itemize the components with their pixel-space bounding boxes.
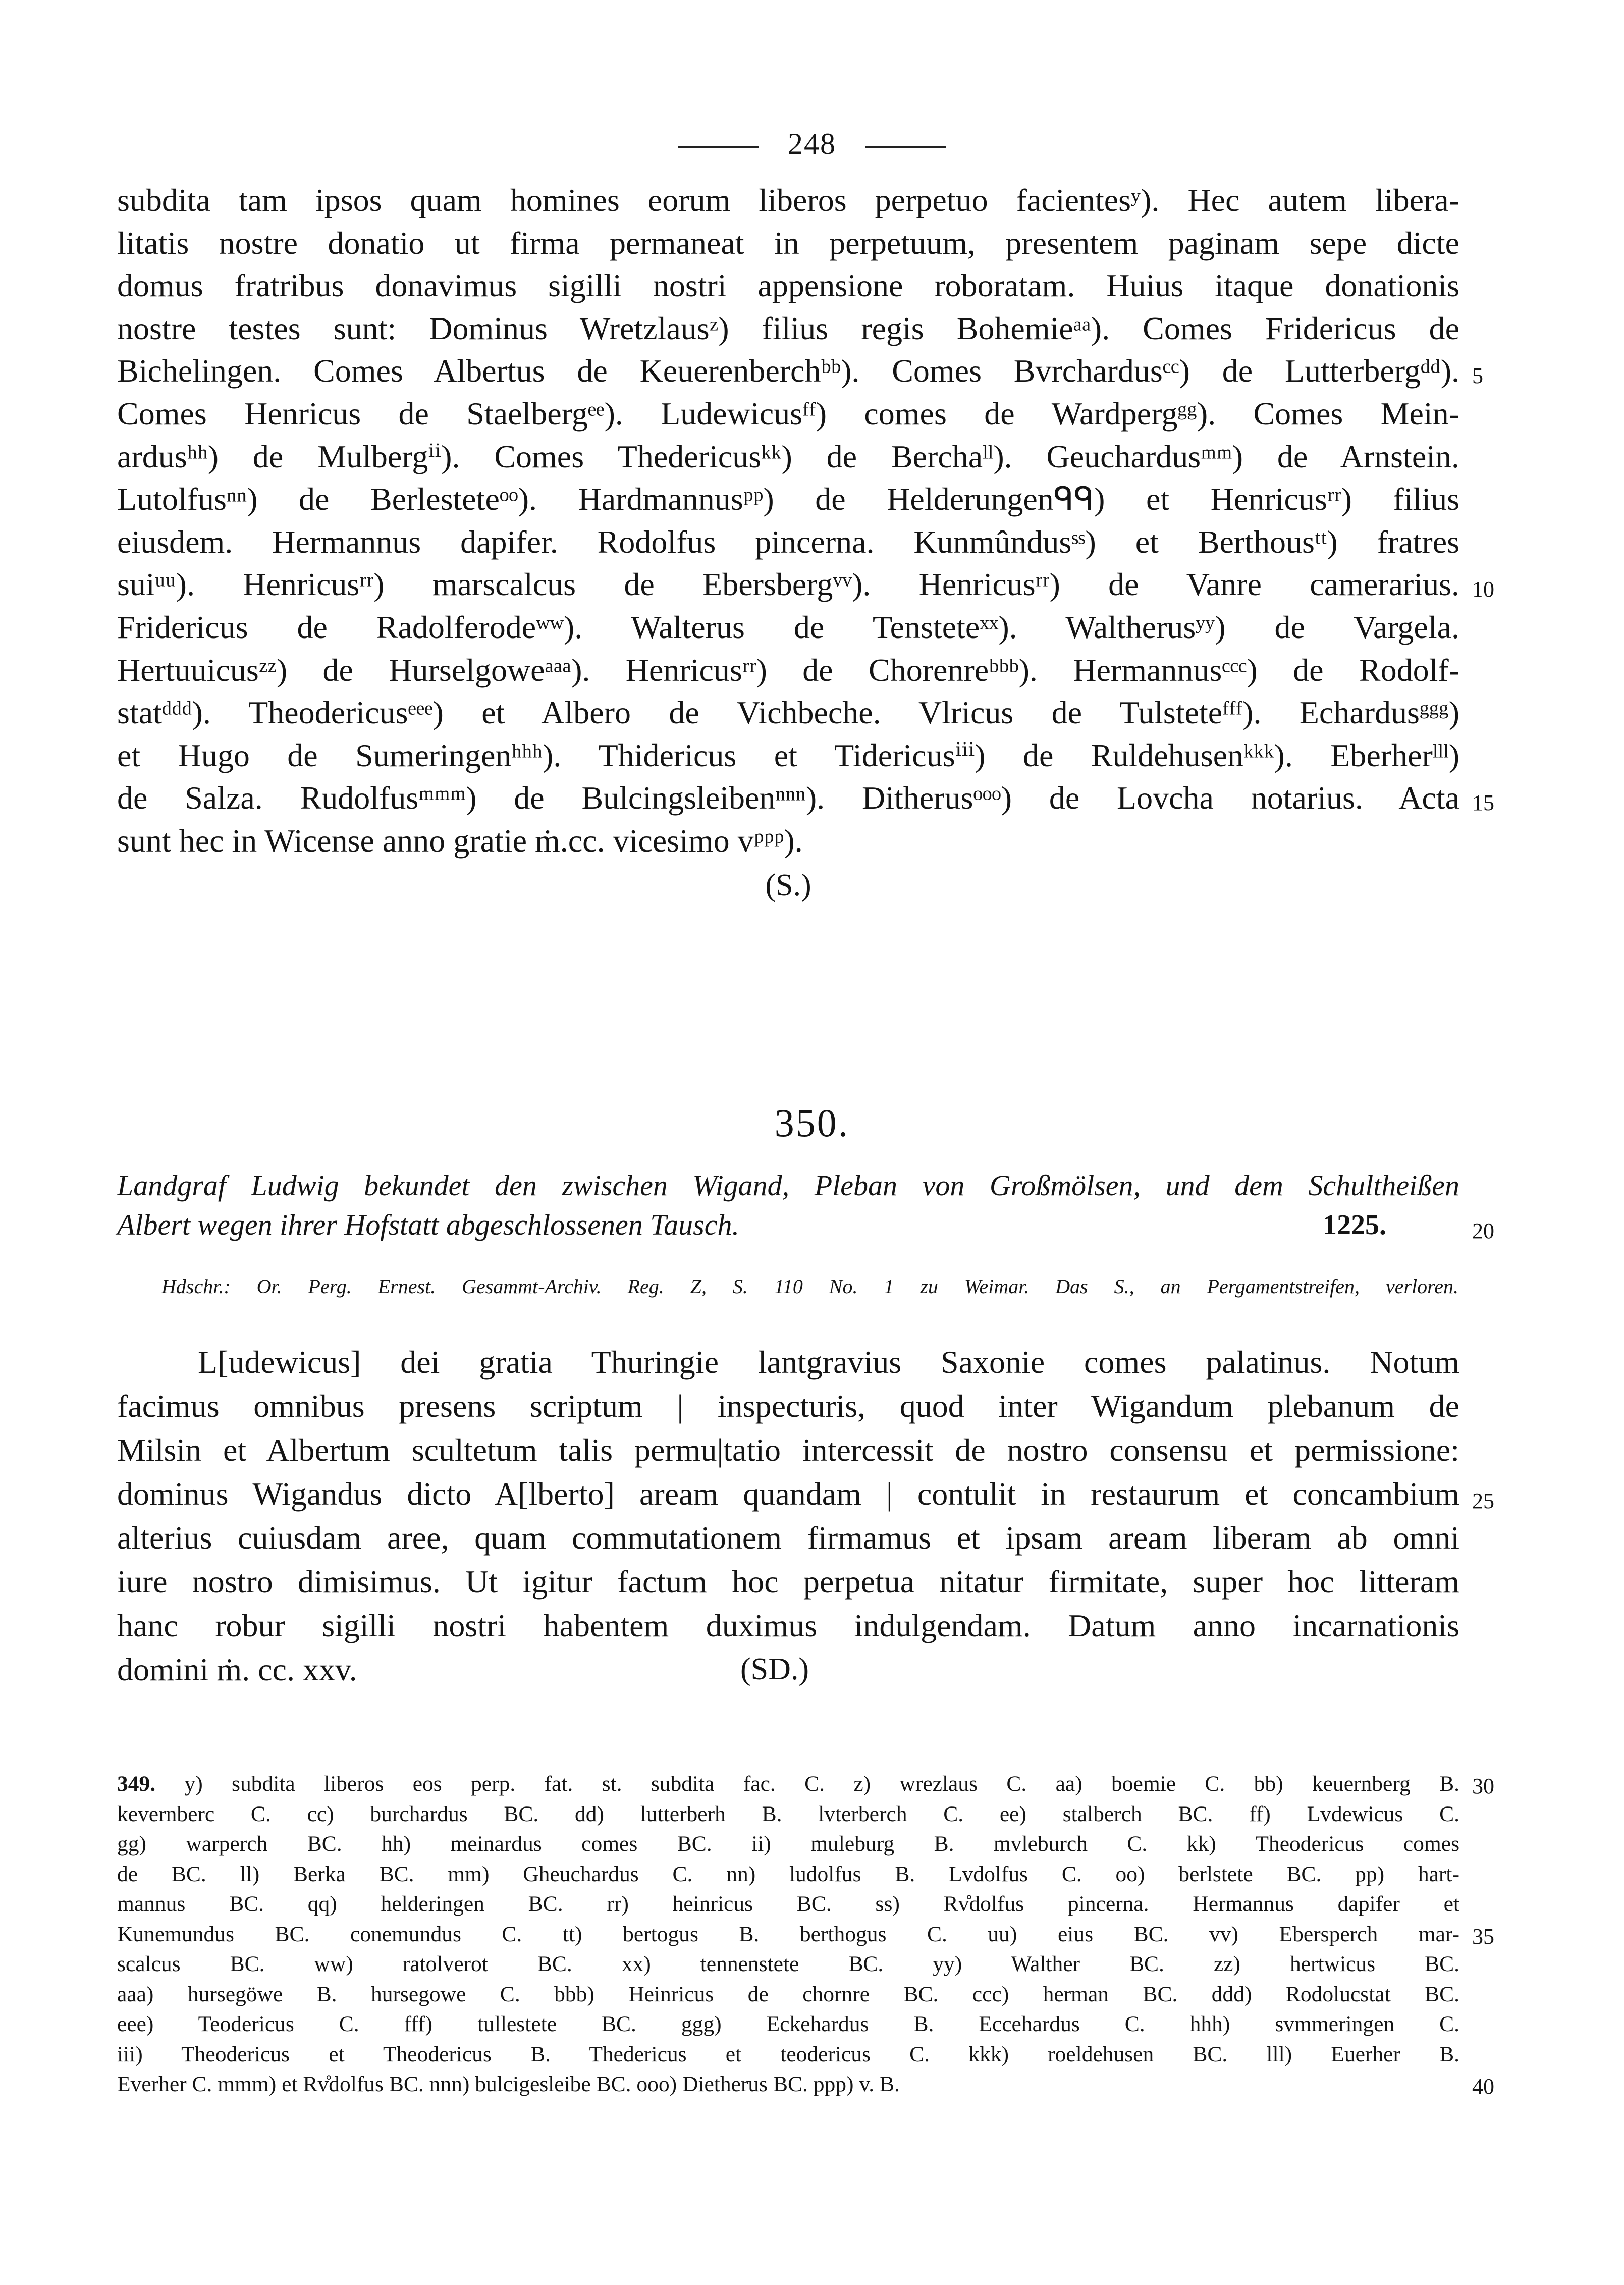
charter-text-block xyxy=(117,1340,1494,1691)
main-text-line xyxy=(117,436,1459,479)
main-text-line xyxy=(117,393,1459,436)
page-number-rule-right xyxy=(865,146,946,148)
main-text-block xyxy=(117,179,1494,908)
main-text-line xyxy=(117,478,1459,521)
line-number: 30 xyxy=(1472,1774,1494,1798)
notes-line-text: kevernberc C. cc) burchardus BC. dd) lutterberh B. lvterberch C. ee) stalberch BC. ff) Lvdewicus C. xyxy=(117,1801,1459,1826)
main-text-line-text: suiᵘᵘ). Henricusʳʳ) marscalcus de Ebersbergᵛᵛ). Henricusʳʳ) de Vanre camerarius. xyxy=(117,566,1459,603)
main-text-line xyxy=(117,222,1459,265)
notes-line xyxy=(117,1980,1459,2010)
main-text-line-text: Lutolfusⁿⁿ) de Berlesteteᵒᵒ). Hardmannusᵖᵖ) de Helderungenᑫᑫ) et Henricusʳʳ) filius xyxy=(117,481,1459,517)
line-number: 40 xyxy=(1472,2074,1494,2099)
main-text-line-text: eiusdem. Hermannus dapifer. Rodolfus pincerna. Kunmûndusˢˢ) et Berthousᵗᵗ) fratres xyxy=(117,523,1459,560)
regest-block xyxy=(117,1166,1494,1245)
regest-line-text: Landgraf Ludwig bekundet den zwischen Wigand, Pleban von Großmölsen, und dem Schultheißen xyxy=(117,1169,1459,1202)
notes-line-text: eee) Teodericus C. fff) tullestete BC. ggg) Eckehardus B. Eccehardus C. hhh) svmmeringen C. xyxy=(117,2012,1459,2036)
main-text-line-text: subdita tam ipsos quam homines eorum liberos perpetuo facientesʸ). Hec autem libera- xyxy=(117,182,1459,218)
notes-line-text: aaa) hursegöwe B. hursegowe C. bbb) Heinricus de chornre BC. ccc) herman BC. ddd) Rodolucstat BC. xyxy=(117,1982,1459,2006)
charter-line-text: iure nostro dimisimus. Ut igitur factum hoc perpetua nitatur firmitate, super hoc litteram xyxy=(117,1564,1459,1600)
main-text-line-text: Hertuuicusᶻᶻ) de Hurselgoweᵃᵃᵃ). Henricusʳʳ) de Chorenreᵇᵇᵇ). Hermannusᶜᶜᶜ) de Rodolf- xyxy=(117,652,1459,688)
charter-line xyxy=(117,1516,1459,1560)
main-text-line-text: statᵈᵈᵈ). Theodericusᵉᵉᵉ) et Albero de Vichbeche. Vlricus de Tulsteteᶠᶠᶠ). Echardusᵍᵍᵍ) xyxy=(117,695,1459,731)
line-number: 25 xyxy=(1472,1489,1494,1513)
page-number-rule-left xyxy=(678,146,759,148)
notes-line xyxy=(117,1949,1459,1980)
charter-seal: (SD.) xyxy=(740,1652,809,1686)
line-number: 10 xyxy=(1472,577,1494,602)
charter-line-text: alterius cuiusdam aree, quam commutationem firmamus et ipsam aream liberam ab omni xyxy=(117,1520,1459,1556)
notes-line xyxy=(117,1769,1494,1799)
charter-line xyxy=(117,1472,1494,1516)
main-text-seal: (S.) xyxy=(765,868,811,902)
line-number: 5 xyxy=(1472,363,1483,389)
line-number: 35 xyxy=(1472,1924,1494,1949)
main-text-line xyxy=(117,350,1483,393)
document-number: 350. xyxy=(774,1101,850,1145)
notes-line xyxy=(117,2069,1494,2100)
charter-line-text: L[udewicus] dei gratia Thuringie lantgravius Saxonie comes palatinus. Notum xyxy=(198,1344,1459,1380)
regest-line xyxy=(117,1205,1494,1245)
notes-line xyxy=(117,2040,1459,2070)
charter-line xyxy=(117,1340,1459,1384)
main-text-line-text: et Hugo de Sumeringenʰʰʰ). Thidericus et Tidericusⁱⁱⁱ) de Ruldehusenᵏᵏᵏ). Eberherˡˡˡ) xyxy=(117,737,1459,773)
notes-line xyxy=(117,1859,1459,1890)
main-text-line xyxy=(117,606,1459,649)
charter-line-text: domini ṁ. cc. xxv. xyxy=(117,1652,357,1687)
charter-line xyxy=(117,1384,1459,1428)
main-text-line xyxy=(117,307,1459,350)
main-text-line xyxy=(117,521,1459,564)
notes-line-text: scalcus BC. ww) ratolverot BC. xx) tennenstete BC. yy) Walther BC. zz) hertwicus BC. xyxy=(117,1952,1459,1976)
notes-line xyxy=(117,2009,1459,2040)
main-text-line-text: Fridericus de Radolferodeʷʷ). Walterus de Tensteteˣˣ). Waltherusʸʸ) de Vargela. xyxy=(117,609,1459,645)
main-text-line xyxy=(117,264,1459,307)
page-number-text: 248 xyxy=(788,127,836,161)
charter-line-text: facimus omnibus presens scriptum | inspecturis, quod inter Wigandum plebanum de xyxy=(117,1388,1459,1424)
charter-line xyxy=(117,1560,1459,1604)
main-text-line xyxy=(117,563,1494,606)
page-number xyxy=(0,126,1624,162)
notes-line-text: mannus BC. qq) helderingen BC. rr) heinricus BC. ss) Rv̊dolfus pincerna. Hermannus dapifer et xyxy=(117,1892,1459,1916)
main-text-line xyxy=(117,820,1459,863)
main-text-line xyxy=(117,777,1494,820)
charter-line-text: Milsin et Albertum scultetum talis permu|tatio intercessit de nostro consensu et permissione: xyxy=(117,1432,1459,1468)
main-text-line-text: de Salza. Rudolfusᵐᵐᵐ) de Bulcingsleibenⁿⁿⁿ). Ditherusᵒᵒᵒ) de Lovcha notarius. Acta xyxy=(117,780,1459,816)
notes-line xyxy=(117,1829,1459,1859)
regest-line-text: Albert wegen ihrer Hofstatt abgeschlossenen Tausch. xyxy=(117,1208,739,1241)
main-text-line-text: sunt hec in Wicense anno gratie ṁ.cc. vicesimo vᵖᵖᵖ). xyxy=(117,822,803,859)
charter-line xyxy=(117,1604,1459,1648)
notes-line-text: gg) warperch BC. hh) meinardus comes BC. ii) muleburg B. mvleburch C. kk) Theodericus comes xyxy=(117,1832,1459,1856)
main-text-line xyxy=(117,179,1459,222)
notes-line-text: Everher C. mmm) et Rv̊dolfus BC. nnn) bulcigesleibe BC. ooo) Dietherus BC. ppp) v. B. xyxy=(117,2072,900,2096)
source-note: Hdschr.: Or. Perg. Ernest. Gesammt-Archiv. Reg. Z, S. 110 No. 1 zu Weimar. Das S., an Pergamentstreifen, verloren. xyxy=(161,1275,1458,1298)
main-text-line xyxy=(117,649,1459,692)
notes-line xyxy=(117,1889,1459,1920)
line-number: 15 xyxy=(1472,790,1494,816)
line-number: 20 xyxy=(1472,1218,1494,1243)
notes-line xyxy=(117,1799,1459,1830)
charter-line-text: dominus Wigandus dicto A[lberto] aream quandam | contulit in restaurum et concambium xyxy=(117,1476,1459,1512)
charter-line xyxy=(117,1428,1459,1472)
main-text-line xyxy=(117,734,1459,777)
notes-line-text: iii) Theodericus et Theodericus B. Thedericus et teodericus C. kkk) roeldehusen BC. lll) Euerher B. xyxy=(117,2042,1459,2066)
main-text-line-text: litatis nostre donatio ut firma permaneat in perpetuum, presentem paginam sepe dicte xyxy=(117,225,1459,261)
main-text-line-text: ardusʰʰ) de Mulbergⁱⁱ). Comes Thedericusᵏᵏ) de Berchaˡˡ). Geuchardusᵐᵐ) de Arnstein. xyxy=(117,438,1459,474)
notes-line-text: Kunemundus BC. conemundus C. tt) bertogus B. berthogus C. uu) eius BC. vv) Ebersperch mar- xyxy=(117,1922,1459,1946)
main-text-line-text: nostre testes sunt: Dominus Wretzlausᶻ) filius regis Bohemieᵃᵃ). Comes Fridericus de xyxy=(117,310,1459,346)
notes-document-number: 349. xyxy=(117,1772,156,1796)
main-text-line-text: Comes Henricus de Staelbergᵉᵉ). Ludewicusᶠᶠ) comes de Wardpergᵍᵍ). Comes Mein- xyxy=(117,395,1459,432)
regest-date: 1225. xyxy=(1323,1209,1386,1241)
notes-line-text: de BC. ll) Berka BC. mm) Gheuchardus C. nn) ludolfus B. Lvdolfus C. oo) berlstete BC. pp) hart- xyxy=(117,1862,1459,1886)
main-text-line-text: domus fratribus donavimus sigilli nostri appensione roboratam. Huius itaque donationis xyxy=(117,268,1459,304)
regest-line xyxy=(117,1166,1459,1205)
main-text-line xyxy=(117,692,1459,734)
notes-line xyxy=(117,1920,1494,1950)
charter-line-text: hanc robur sigilli nostri habentem duximus indulgendam. Datum anno incarnationis xyxy=(117,1608,1459,1643)
notes-line-text: y) subdita liberos eos perp. fat. st. subdita fac. C. z) wrezlaus C. aa) boemie C. bb) keuernberg B. xyxy=(184,1772,1459,1796)
main-text-line-text: Bichelingen. Comes Albertus de Keuerenberchᵇᵇ). Comes Bvrchardusᶜᶜ) de Lutterbergᵈᵈ). xyxy=(117,353,1459,389)
footnotes-block xyxy=(117,1769,1494,2100)
